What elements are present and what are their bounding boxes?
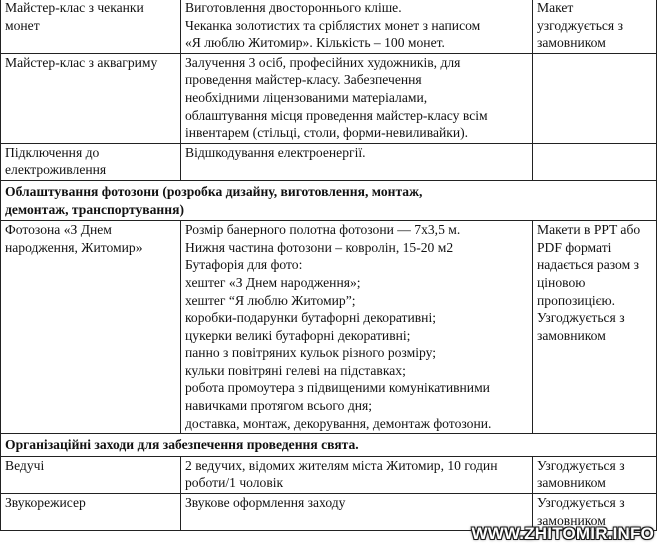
cell-line: демонтаж, транспортування) [5, 201, 184, 217]
cell-line: надається разом з [537, 257, 639, 273]
cell-line: Залучення 3 осіб, професійних художників, для [185, 54, 461, 70]
section-title-photozone [1, 180, 657, 220]
cell-line: Майстер-клас з аквагриму [5, 54, 158, 70]
service-description-cell [181, 0, 533, 53]
cell-line: замовником [537, 475, 606, 491]
service-note-cell [533, 53, 657, 143]
section-header-row [1, 434, 657, 457]
table-row [1, 53, 657, 143]
table-row [1, 456, 657, 493]
cell-line: Нижня частина фотозони – ковролін, 15-20 м2 [185, 239, 454, 255]
cell-line: Чеканка золотистих та сріблястих монет з написом [185, 17, 481, 33]
service-description-cell [181, 221, 533, 434]
service-description-cell [181, 143, 533, 180]
table-row [1, 143, 657, 180]
cell-line: Бутафорія для фото: [185, 257, 303, 273]
cell-line: облаштування місця проведення майстер-класу всім [185, 107, 488, 123]
service-name-cell [1, 143, 181, 180]
cell-line: проведення майстер-класу. Забезпечення [185, 72, 422, 88]
cell-line: Узгоджується з [537, 310, 625, 326]
cell-line: Розмір банерного полотна фотозони — 7х3,5 м. [185, 222, 461, 238]
cell-line: Макет [537, 0, 574, 15]
service-name-cell [1, 0, 181, 53]
cell-line: ціновою [537, 274, 586, 290]
service-name-cell [1, 53, 181, 143]
cell-line: електроживлення [5, 162, 107, 178]
cell-line: навичками протягом всього дня; [185, 398, 373, 414]
cell-line: хештег «З Днем народження»; [185, 274, 361, 290]
cell-line: хештег “Я люблю Житомир”; [185, 292, 356, 308]
cell-line: цукерки великі бутафорні декоративні; [185, 327, 411, 343]
cell-line: необхідними ліцензованими матеріалами, [185, 89, 428, 105]
service-name-cell [1, 221, 181, 434]
cell-line: панно з повітряних кульок різного розміру; [185, 345, 436, 361]
cell-line: монет [5, 17, 40, 33]
cell-line: народження, Житомир» [5, 239, 143, 255]
service-name-cell [1, 456, 181, 493]
cell-line: робота промоутера з підвищеними комунікативними [185, 380, 490, 396]
cell-line: Відшкодування електроенергії. [185, 144, 366, 160]
service-note-cell [533, 143, 657, 180]
table-row [1, 221, 657, 434]
cell-line: 2 ведучих, відомих жителям міста Житомир, 10 годин [185, 457, 498, 473]
cell-line: узгоджується з [537, 17, 623, 33]
cell-line: пропозицією. [537, 292, 616, 308]
service-note-cell [533, 0, 657, 53]
cell-line: Звукове оформлення заходу [185, 495, 346, 511]
cell-line: кульки повітряні гелеві на підставках; [185, 362, 406, 378]
cell-line: Звукорежисер [5, 495, 86, 511]
cell-line: Підключення до [5, 144, 100, 160]
cell-line: Макети в PPT або [537, 222, 641, 238]
service-description-cell [181, 456, 533, 493]
service-note-cell [533, 221, 657, 434]
cell-line: доставка, монтаж, декорування, демонтаж фотозони. [185, 415, 492, 431]
cell-line: замовником [537, 512, 606, 528]
site-watermark: WWW.ZHITOMIR.INFO [471, 524, 654, 543]
cell-line: замовником [537, 327, 606, 343]
cell-line: «Я люблю Житомир». Кількість – 100 монет. [185, 35, 445, 51]
cell-line: Організаційні заходи для забезпечення проведення свята. [5, 437, 359, 453]
cell-line: Виготовлення двостороннього кліше. [185, 0, 402, 15]
table-row [1, 0, 657, 53]
cell-line: роботи/1 чоловік [185, 475, 284, 491]
cell-line: замовником [537, 35, 606, 51]
section-title-organization [1, 434, 657, 457]
cell-line: Майстер-клас з чеканки [5, 0, 144, 15]
section-header-row [1, 180, 657, 220]
service-description-cell [181, 53, 533, 143]
cell-line: інвентарем (стільці, столи, форми-невиливайки). [185, 125, 469, 141]
cell-line: Ведучі [5, 457, 45, 473]
cell-line: Фотозона «З Днем [5, 222, 112, 238]
cell-line: PDF форматі [537, 239, 612, 255]
cell-line: Узгоджується з [537, 495, 625, 511]
service-note-cell [533, 456, 657, 493]
cell-line: Узгоджується з [537, 457, 625, 473]
cell-line: коробки-подарунки бутафорні декоративні; [185, 310, 437, 326]
service-name-cell [1, 494, 181, 531]
cell-line: Облаштування фотозони (розробка дизайну, виготовлення, монтаж, [5, 183, 423, 199]
